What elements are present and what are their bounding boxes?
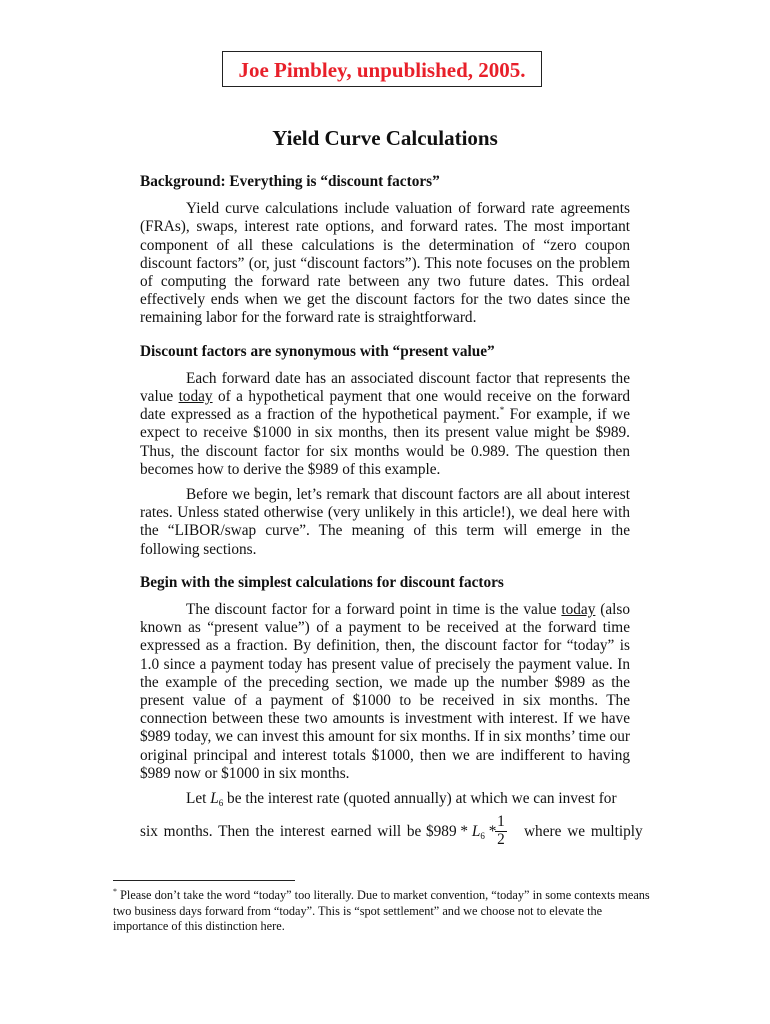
equation-amount: $989 * [426,823,472,841]
footnote-divider [113,880,295,881]
footnote-text: Please don’t take the word “today” too literally. Due to market convention, “today” in some contexts means two business days forward from “today”. This is “spot settlement” and we choose not to elevate the importance of this distinction here. [113,888,650,933]
fraction-numerator: 1 [497,813,505,831]
equation-lead-text: six months. Then the interest earned will be [140,823,422,841]
paragraph-background: Yield curve calculations include valuation of forward rate agreements (FRAs), swaps, interest rate options, and forward rates. The most important component of all these calculations is the determination of “zero coupon discount factors” (or, just “discount factors”). This note focuses on the problem of computing the forward rate between any two future dates. This ordeal effectively ends when we get the discount factors for the two dates since the remaining labor for the forward rate is straightforward. [140,200,630,327]
section-heading-background: Background: Everything is “discount factors” [140,173,440,190]
stamp-text: Joe Pimbley, unpublished, 2005. [238,58,526,82]
variable-subscript: 6 [218,798,224,809]
equation-expression [426,823,496,845]
text-run: be the interest rate (quoted annually) at which we can invest for [223,790,617,808]
fraction-denominator: 2 [497,831,505,849]
page-title: Yield Curve Calculations [272,126,498,150]
text-run: For example, if we expect to receive $1000 in six months, then its present value might be $989. Thus, the discount factor for six months would be 0.989. The question then becomes how to derive the $989 of this example. [140,406,630,478]
underlined-today: today [561,601,596,619]
section-heading-simplest: Begin with the simplest calculations for discount factors [140,573,504,591]
equation-line [140,813,643,852]
text-run: (also known as “present value”) of a payment to be received at the forward time expressed as a fraction. By definition, then, the discount factor for “today” is 1.0 since a payment today has present value of precisely the payment value. In the example of the preceding section, we made up the number $989 as the present value of a payment of $1000 to be received in six months. The connection between these two amounts is investment with interest. If we have $989 today, we can invest this amount for six months. If in six months’ time our original principal and interest totals $1000, then we are indifferent to having $989 now or $1000 in six months. [140,601,631,782]
footnote-mark: * [113,887,117,896]
body-text [140,173,643,852]
equation-variable: L [471,823,481,841]
section-heading-present-value: Discount factors are synonymous with “present value” [140,342,495,360]
paragraph-present-value-2: Before we begin, let’s remark that discount factors are all about interest rates. Unless stated otherwise (very unlikely in this article!), we deal here with the “LIBOR/swap curve”. The meaning of this term will emerge in the following sections. [140,486,630,558]
footnote-reference: * [499,405,505,416]
equation-trailing-text: where we multiply [524,823,643,841]
paragraph-simplest-2 [140,790,630,812]
equation-subscript: 6 [480,831,485,842]
paragraph-present-value-1 [140,370,630,479]
underlined-today: today [178,388,213,406]
fraction-one-half [495,814,507,848]
text-run: Each forward date has an associated discount factor that represents the value [140,369,630,406]
footnote [113,888,655,935]
equation-operator: * [484,823,497,841]
paragraph-simplest-1 [140,601,630,783]
unpublished-stamp [222,51,542,87]
text-run: of a hypothetical payment that one would receive on the forward date expressed as a fraction of the hypothetical payment. [140,388,630,424]
text-run: The discount factor for a forward point in time is the value [186,601,562,619]
variable-l: L [210,790,219,808]
text-run: Let [186,790,211,808]
